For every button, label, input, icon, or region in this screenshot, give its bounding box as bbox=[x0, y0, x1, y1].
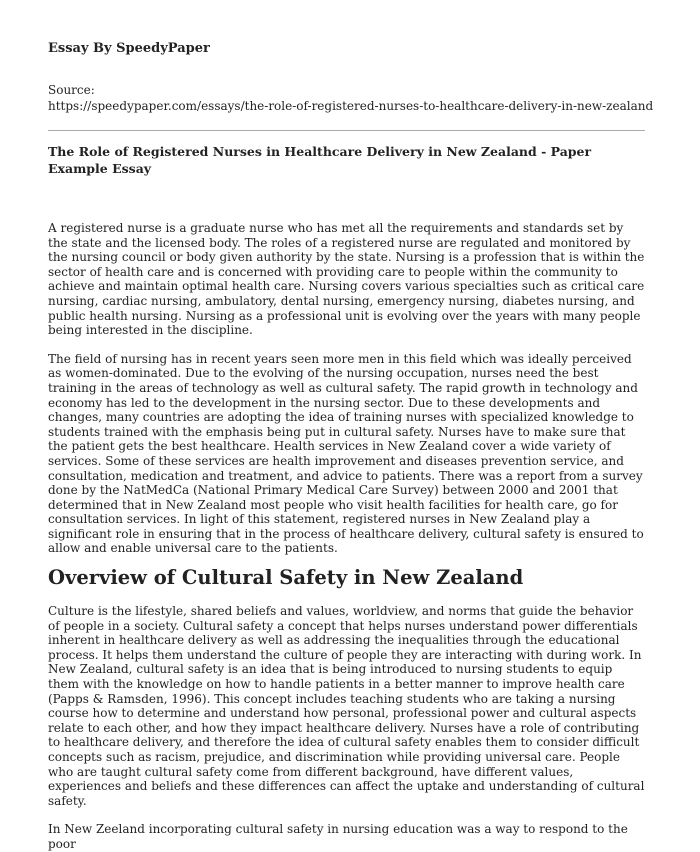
brand-title: Essay By SpeedyPaper bbox=[48, 41, 210, 56]
paragraph: The field of nursing has in recent years seen more men in this field which was ideally perceived as women-dominated. Due to the evolving of the nursing occupation, nurses need the best training in the areas of technology as well as cultural safety. The rapid growth in technology and economy has led to the development in the nursing sector. Due to these developments and changes, many countries are adopting the idea of training nurses with specialized knowledge to students trained with the emphasis being put in cultural safety. Nurses have to make sure that the patient gets the best healthcare. Health services in New Zealand cover a wide variety of services. Some of these services are health improvement and diseases prevention service, and consultation, medication and treatment, and advice to patients. There was a report from a survey done by the NatMedCa (National Primary Medical Care Survey) between 2000 and 2001 that determined that in New Zealand most people who visit health facilities for health care, go for consultation services. In light of this statement, registered nurses in New Zealand play a significant role in ensuring that in the process of healthcare delivery, cultural safety is ensured to allow and enable universal care to the patients. bbox=[48, 351, 644, 556]
paragraph: A registered nurse is a graduate nurse who has met all the requirements and standards set by the state and the licensed body. The roles of a registered nurse are regulated and monitored by the nursing council or body given authority by the state. Nursing is a profession that is within the sector of health care and is concerned with providing care to people within the community to achieve and maintain optimal health care. Nursing covers various specialties such as critical care nursing, cardiac nursing, ambulatory, dental nursing, emergency nursing, diabetes nursing, and public health nursing. Nursing as a professional unit is evolving over the years with many people being interested in the discipline. bbox=[48, 221, 645, 338]
paragraph: Culture is the lifestyle, shared beliefs and values, worldview, and norms that guide the behavior of people in a society. Cultural safety a concept that helps nurses understand power differentials inherent in healthcare delivery as well as addressing the inequalities through the educational process. It helps them understand the culture of people they are interacting with during work. In New Zealand, cultural safety is an idea that is being introduced to nursing students to equip them with the knowledge on how to handle patients in a better manner to improve health care (Papps & Ramsden, 1996). This concept includes teaching students who are taking a nursing course how to determine and understand how personal, professional power and cultural aspects relate to each other, and how they impact healthcare delivery. Nurses have a role of contributing to healthcare delivery, and therefore the idea of cultural safety enables them to consider difficult concepts such as racism, prejudice, and discrimination while providing universal care. People who are taught cultural safety come from different background, have different values, experiences and beliefs and these differences can affect the uptake and understanding of cultural safety. bbox=[48, 604, 645, 808]
section-heading: Overview of Cultural Safety in New Zealand bbox=[48, 566, 524, 590]
divider bbox=[48, 130, 645, 131]
essay-title: The Role of Registered Nurses in Healthcare Delivery in New Zealand - Paper Example Essay bbox=[48, 144, 592, 176]
source-label: Source: bbox=[48, 83, 95, 97]
paragraph: In New Zeeland incorporating cultural safety in nursing education was a way to respond to the poor bbox=[48, 822, 628, 851]
source-url[interactable]: https://speedypaper.com/essays/the-role-of-registered-nurses-to-healthcare-delivery-in-new-zealand bbox=[48, 99, 654, 113]
